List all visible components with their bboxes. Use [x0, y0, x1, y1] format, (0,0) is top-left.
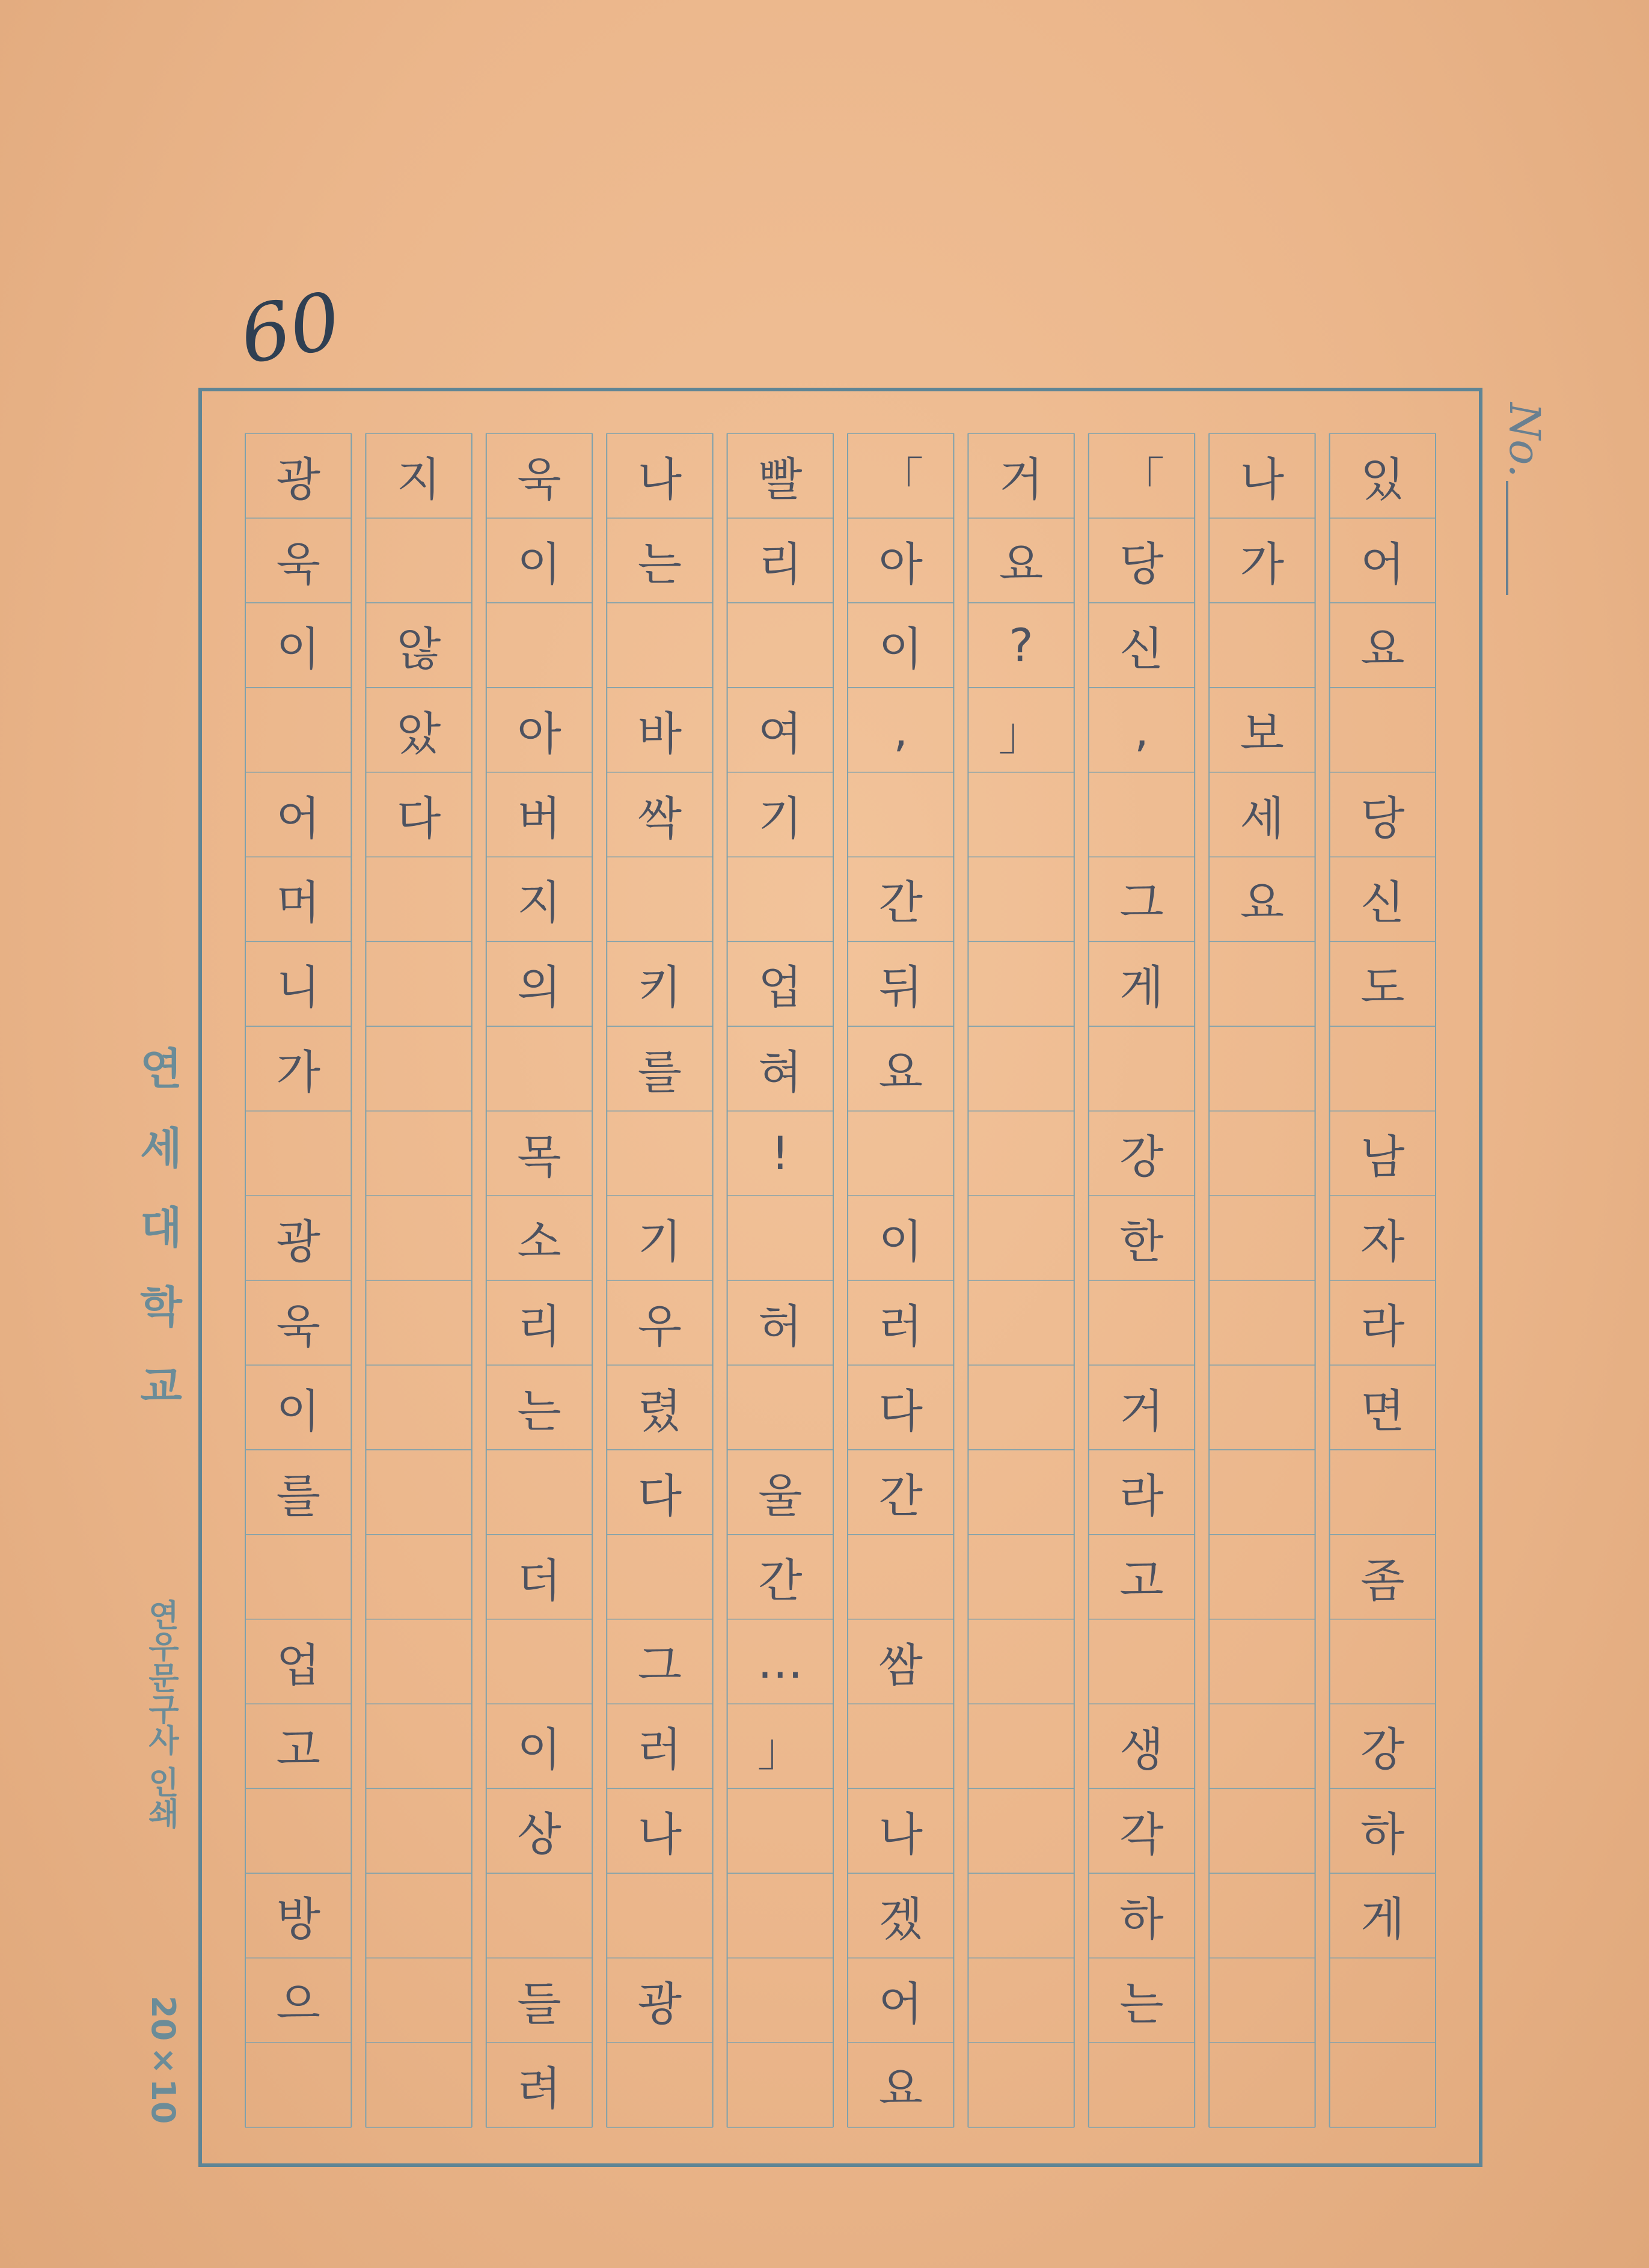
manuscript-char: 않 [396, 622, 441, 676]
manuscript-char [731, 857, 830, 942]
manuscript-char: 빨 [758, 452, 803, 506]
manuscript-grid-frame [198, 388, 1482, 2167]
manuscript-char: 으 [276, 1977, 320, 2031]
manuscript-char [610, 1111, 709, 1196]
manuscript-char: 「 [878, 452, 924, 506]
manuscript-char [851, 1535, 950, 1619]
manuscript-char: 강 [1119, 1130, 1164, 1184]
manuscript-char: 욱 [517, 452, 561, 506]
manuscript-char: 겠 [878, 1892, 923, 1946]
manuscript-char [1092, 1280, 1191, 1365]
manuscript-char: 남 [1360, 1130, 1405, 1184]
manuscript-char: 요 [999, 537, 1044, 591]
manuscript-char: 각 [1119, 1808, 1164, 1862]
manuscript-char: ! [771, 1126, 790, 1181]
manuscript-char: 거 [1119, 1384, 1164, 1438]
manuscript-char: 면 [1360, 1384, 1405, 1438]
manuscript-char: 를 [637, 1045, 682, 1099]
no-label: No. [1500, 403, 1549, 478]
manuscript-char [851, 772, 950, 857]
manuscript-char: 세 [1240, 791, 1285, 845]
manuscript-char: 더 [517, 1553, 561, 1607]
manuscript-char: 바 [637, 706, 682, 760]
manuscript-char: 가 [1240, 537, 1285, 591]
manuscript-char: 소 [517, 1215, 561, 1269]
manuscript-char: 머 [276, 876, 320, 930]
manuscript-char [1092, 1619, 1191, 1704]
manuscript-char: 신 [1119, 622, 1164, 676]
manuscript-char [610, 603, 709, 688]
manuscript-char: 광 [276, 1215, 320, 1269]
manuscript-char [490, 603, 589, 688]
manuscript-char: , [893, 703, 908, 757]
manuscript-char [249, 1788, 347, 1873]
manuscript-char: 」 [998, 706, 1044, 760]
manuscript-char: 광 [637, 1977, 682, 2031]
manuscript-char: 이 [276, 622, 320, 676]
manuscript-char [1333, 688, 1432, 772]
manuscript-char: 고 [276, 1723, 320, 1777]
manuscript-char [1333, 1026, 1432, 1111]
manuscript-char: 나 [637, 1808, 682, 1862]
manuscript-char: 상 [517, 1808, 561, 1862]
manuscript-char: 았 [396, 706, 441, 760]
manuscript-char: 신 [1360, 876, 1405, 930]
manuscript-char [1213, 603, 1311, 688]
manuscript-char [1333, 1450, 1432, 1535]
manuscript-char: 는 [637, 537, 682, 591]
manuscript-char: 어 [1360, 537, 1405, 591]
manuscript-char: 욱 [276, 1299, 320, 1353]
manuscript-char: 지 [517, 876, 561, 930]
manuscript-char: 지 [396, 452, 441, 506]
manuscript-char [1333, 1619, 1432, 1704]
manuscript-char: 렸 [637, 1384, 682, 1438]
manuscript-char [851, 1111, 950, 1196]
manuscript-char: 요 [878, 1045, 923, 1099]
manuscript-char: 좀 [1360, 1553, 1405, 1607]
manuscript-char [610, 1535, 709, 1619]
manuscript-char [731, 1365, 830, 1450]
manuscript-char: 이 [878, 622, 923, 676]
manuscript-char: 자 [1360, 1215, 1405, 1269]
manuscript-char: 여 [758, 706, 803, 760]
manuscript-char: 간 [878, 1469, 923, 1523]
university-imprint: 연세대학교 [132, 1046, 183, 1443]
manuscript-char: 당 [1360, 791, 1405, 845]
manuscript-char: 」 [757, 1723, 803, 1777]
manuscript-char: 고 [1119, 1553, 1164, 1607]
manuscript-char [610, 1873, 709, 1958]
manuscript-char: 의 [517, 961, 561, 1015]
manuscript-char: 허 [758, 1299, 803, 1353]
manuscript-char [249, 1111, 347, 1196]
manuscript-char [851, 1704, 950, 1789]
manuscript-char: 한 [1119, 1215, 1164, 1269]
manuscript-char: 욱 [276, 537, 320, 591]
manuscript-char: 그 [637, 1638, 682, 1692]
manuscript-char: 간 [758, 1553, 803, 1607]
manuscript-char [249, 688, 347, 772]
manuscript-char: 리 [758, 537, 803, 591]
manuscript-char [731, 603, 830, 688]
manuscript-char [610, 857, 709, 942]
manuscript-char: 들 [517, 1977, 561, 2031]
manuscript-char: 나 [878, 1808, 923, 1862]
manuscript-char: 「 [1118, 452, 1164, 506]
manuscript-char: 이 [517, 1723, 561, 1777]
manuscript-char: 보 [1240, 706, 1285, 760]
manuscript-char: 이 [878, 1215, 923, 1269]
manuscript-char: 이 [276, 1384, 320, 1438]
manuscript-char: 있 [1360, 452, 1405, 506]
manuscript-char: 나 [637, 452, 682, 506]
manuscript-char: 방 [276, 1892, 320, 1946]
manuscript-char: 키 [637, 961, 682, 1015]
manuscript-char [490, 1619, 589, 1704]
manuscript-char [490, 1450, 589, 1535]
manuscript-char: 를 [276, 1469, 320, 1523]
manuscript-char: 러 [637, 1723, 682, 1777]
manuscript-char [490, 1026, 589, 1111]
manuscript-char: 가 [276, 1045, 320, 1099]
manuscript-char: 는 [517, 1384, 561, 1438]
manuscript-char: 기 [758, 791, 803, 845]
manuscript-char: 광 [276, 452, 320, 506]
manuscript-char: 아 [878, 537, 923, 591]
manuscript-char: 다 [878, 1384, 923, 1438]
manuscript-char: 나 [1240, 452, 1285, 506]
manuscript-char: 기 [637, 1215, 682, 1269]
manuscript-char: 하 [1360, 1808, 1405, 1862]
manuscript-char: 아 [517, 706, 561, 760]
manuscript-char: 라 [1119, 1469, 1164, 1523]
manuscript-char: 라 [1360, 1299, 1405, 1353]
manuscript-char: 게 [1360, 1892, 1405, 1946]
manuscript-char: 우 [637, 1299, 682, 1353]
manuscript-char: 당 [1119, 537, 1164, 591]
manuscript-char: 는 [1119, 1977, 1164, 2031]
manuscript-char [490, 1873, 589, 1958]
manuscript-char: 어 [878, 1977, 923, 2031]
manuscript-char: 간 [878, 876, 923, 930]
manuscript-char: 어 [276, 791, 320, 845]
manuscript-char [369, 518, 468, 603]
manuscript-char: 다 [396, 791, 441, 845]
no-underline [1506, 481, 1508, 595]
manuscript-char: 업 [758, 961, 803, 1015]
manuscript-char [249, 1535, 347, 1619]
manuscript-char: 요 [1360, 622, 1405, 676]
printer-imprint: 연우문구사 인쇄 [142, 1599, 179, 1829]
manuscript-char: 그 [1119, 876, 1164, 930]
manuscript-char: 버 [517, 791, 561, 845]
page-number: 60 [233, 274, 347, 382]
manuscript-char: 강 [1360, 1723, 1405, 1777]
manuscript-char: 거 [999, 452, 1044, 506]
manuscript-char: … [757, 1634, 803, 1689]
manuscript-char: 게 [1119, 961, 1164, 1015]
manuscript-char: 도 [1360, 961, 1405, 1015]
manuscript-char: 혀 [758, 1045, 803, 1099]
manuscript-char: 려 [517, 2062, 561, 2116]
manuscript-char: 울 [758, 1469, 803, 1523]
manuscript-char: 업 [276, 1638, 320, 1692]
manuscript-char [1092, 772, 1191, 857]
size-imprint: 20×10 [144, 1996, 182, 2124]
manuscript-char: 생 [1119, 1723, 1164, 1777]
manuscript-char [1092, 1026, 1191, 1111]
manuscript-char: 뒤 [878, 961, 923, 1015]
manuscript-char: 니 [276, 961, 320, 1015]
manuscript-char: 요 [878, 2062, 923, 2116]
manuscript-char: 이 [517, 537, 561, 591]
manuscript-char: 하 [1119, 1892, 1164, 1946]
manuscript-char: , [1134, 703, 1149, 757]
manuscript-char: 리 [517, 1299, 561, 1353]
manuscript-char: 쌈 [878, 1638, 923, 1692]
manuscript-char: 러 [878, 1299, 923, 1353]
manuscript-char: 요 [1240, 876, 1285, 930]
manuscript-char [731, 1196, 830, 1280]
manuscript-char: 목 [517, 1130, 561, 1184]
manuscript-char: 싹 [637, 791, 682, 845]
manuscript-char: ? [1009, 618, 1033, 672]
manuscript-char: 다 [637, 1469, 682, 1523]
